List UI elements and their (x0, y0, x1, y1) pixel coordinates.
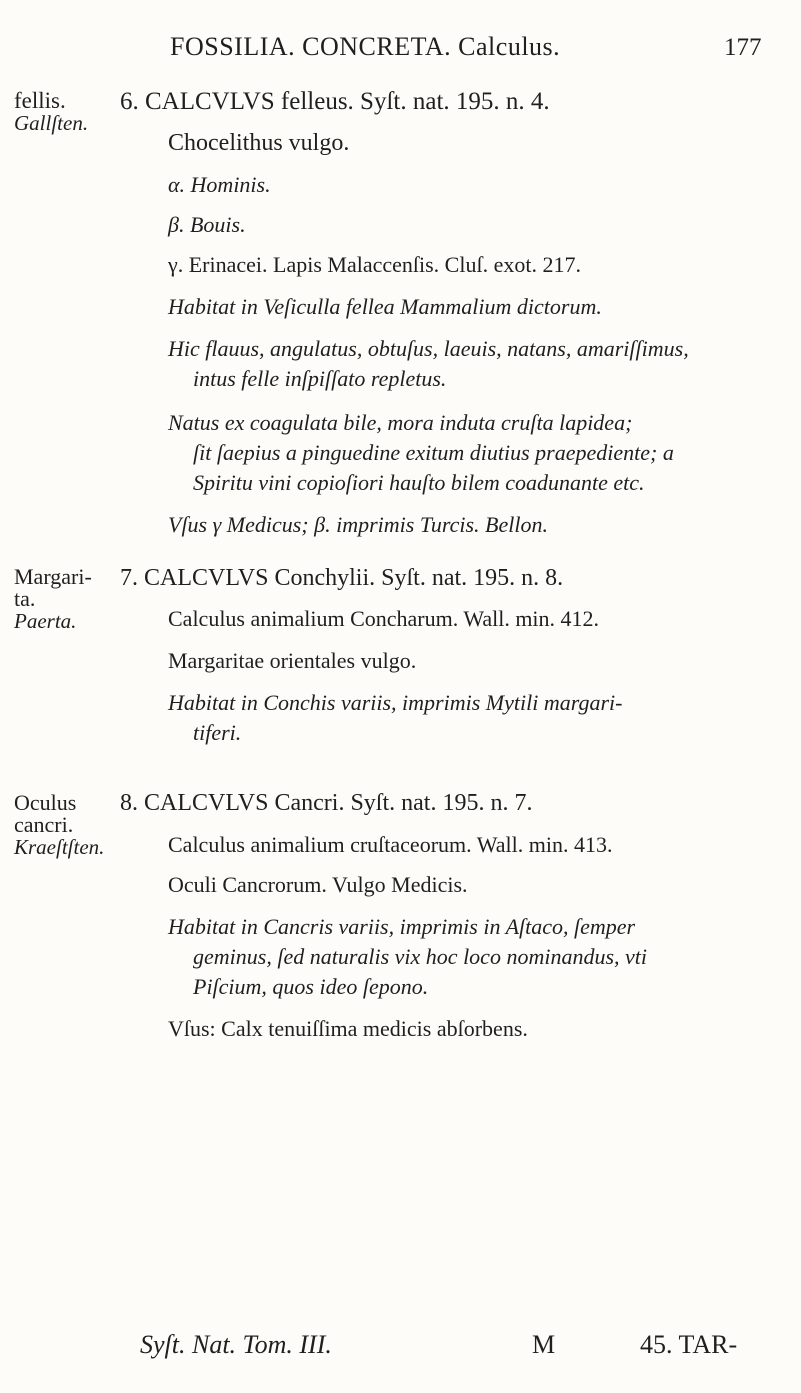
entry-line: Natus ex coagulata bile, mora induta cruſta lapidea; (168, 410, 633, 435)
entry-line: Hic flauus, angulatus, obtuſus, laeuis, natans, amariſſimus, (168, 336, 689, 361)
entry-line: Oculi Cancrorum. Vulgo Medicis. (168, 872, 468, 897)
margin-latin: Oculus cancri. (14, 790, 77, 837)
page-number: 177 (724, 34, 762, 61)
footer-volume: Syſt. Nat. Tom. III. (140, 1330, 332, 1359)
entry-line: intus felle inſpiſſato repletus. (193, 366, 447, 391)
entry-heading: 8. CALCVLVS Cancri. Syſt. nat. 195. n. 7. (120, 790, 533, 816)
entry-line: tiferi. (193, 720, 242, 745)
entry-line: geminus, ſed naturalis vix hoc loco nominandus, vti (193, 944, 647, 969)
entry-line: Habitat in Veſiculla fellea Mammalium dictorum. (168, 294, 602, 319)
entry-line: Vſus: Calx tenuiſſima medicis abſorbens. (168, 1016, 528, 1041)
entry-heading: 6. CALCVLVS felleus. Syſt. nat. 195. n. 4. (120, 88, 550, 115)
entry-line: Vſus γ Medicus; β. imprimis Turcis. Bellon. (168, 512, 548, 537)
margin-note (14, 90, 114, 134)
margin-german: Gallſten. (14, 111, 89, 135)
margin-note (14, 566, 114, 632)
footer-signature: M (532, 1330, 556, 1359)
entry-line: Habitat in Cancris variis, imprimis in Aſtaco, ſemper (168, 914, 636, 939)
entry-line: Calculus animalium cruſtaceorum. Wall. min. 413. (168, 832, 613, 857)
entry-line: β. Bouis. (168, 212, 246, 237)
entry-line: γ. Erinacei. Lapis Malaccenſis. Cluſ. exot. 217. (168, 252, 581, 277)
margin-note (14, 792, 114, 858)
entry-heading: 7. CALCVLVS Conchylii. Syſt. nat. 195. n. 8. (120, 565, 564, 591)
footer-catchword: 45. TAR- (640, 1330, 738, 1359)
margin-latin: fellis. (14, 88, 66, 113)
running-head: FOSSILIA. CONCRETA. Calculus. (170, 32, 561, 61)
entry-line: Margaritae orientales vulgo. (168, 648, 417, 673)
entry-line: α. Hominis. (168, 172, 271, 197)
margin-german: Kraeſtſten. (14, 835, 105, 859)
entry-line: ſit ſaepius a pinguedine exitum diutius praepediente; a (193, 440, 674, 465)
entry-line: Chocelithus vulgo. (168, 130, 350, 156)
entry-line: Calculus animalium Concharum. Wall. min. 412. (168, 606, 600, 631)
entry-line: Habitat in Conchis variis, imprimis Mytili margari- (168, 690, 623, 715)
margin-german: Paerta. (14, 609, 77, 633)
margin-latin: Margari- ta. (14, 564, 92, 611)
entry-line: Spiritu vini copioſiori hauſto bilem coadunante etc. (193, 470, 645, 495)
entry-line: Piſcium, quos ideo ſepono. (193, 974, 429, 999)
